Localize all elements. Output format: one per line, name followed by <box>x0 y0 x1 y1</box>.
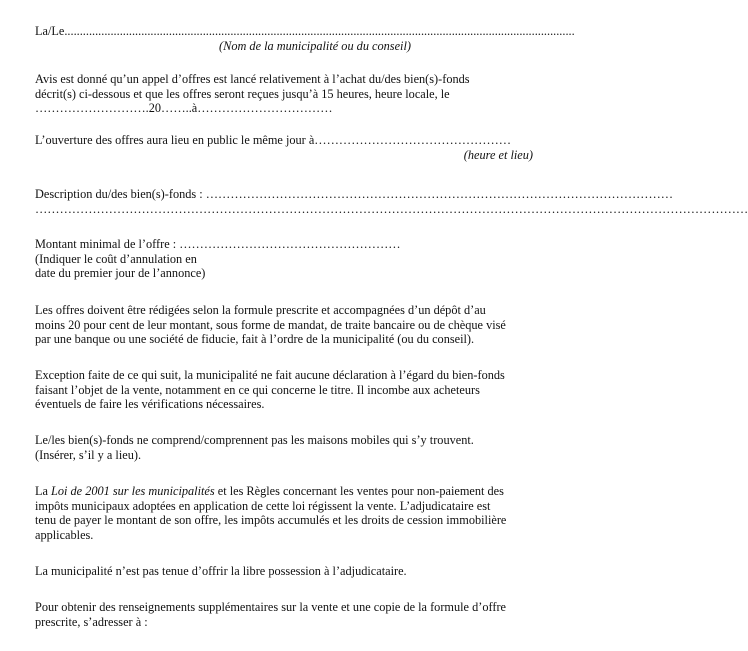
law-paragraph <box>35 484 595 542</box>
opening-caption: (heure et lieu) <box>463 147 533 162</box>
law-line: tenu de payer le montant de son offre, les impôts accumulés et les droits de cession immobilière <box>35 513 507 527</box>
exception-line: éventuels de faire les vérifications nécessaires. <box>35 397 265 411</box>
mobile-homes-line: (Insérer, s’il y a lieu). <box>35 447 142 462</box>
law-line: impôts municipaux adoptées en application de cette loi régissent la vente. L’adjudicataire est <box>35 498 491 513</box>
notice-line: décrit(s) ci-dessous et que les offres seront reçues jusqu’à 15 heures, heure locale, le <box>35 86 450 101</box>
contact-paragraph <box>35 600 595 629</box>
exception-line: faisant l’objet de la vente, notamment en ce qui concerne le titre. Il incombe aux acheteurs <box>35 382 480 397</box>
law-title: Loi de 2001 sur les municipalités <box>51 484 215 498</box>
opening-line: L’ouverture des offres aura lieu en public le même jour à………………………………………… <box>35 133 512 147</box>
offers-line: par une banque ou une société de fiducie, fait à l’ordre de la municipalité (ou du conseil). <box>35 332 475 346</box>
notice-paragraph <box>35 72 595 116</box>
notice-line: Avis est donné qu’un appel d’offres est lancé relativement à l’achat du/des bien(s)-fonds <box>35 72 470 86</box>
mobile-homes-paragraph <box>35 433 595 462</box>
municipality-line: La/Le...................................................................................................................................................................... <box>35 24 575 38</box>
law-line: applicables. <box>35 527 94 542</box>
minimum-offer-line: (Indiquer le coût d’annulation en <box>35 251 197 266</box>
contact-line: prescrite, s’adresser à : <box>35 614 148 629</box>
minimum-offer-paragraph <box>35 237 595 281</box>
offers-paragraph <box>35 303 595 347</box>
law-first-line <box>35 484 595 499</box>
description-line: Description du/des bien(s)-fonds : …………………………………………………………………………………………………… <box>35 187 674 201</box>
description-line: ………………………………………………………………………………………………………………………………………………………… <box>35 201 748 216</box>
exception-paragraph <box>35 368 595 412</box>
notice-line: ……………………….20……..à…………………………… <box>35 101 333 115</box>
offers-line: Les offres doivent être rédigées selon la formule prescrite et accompagnées d’un dépôt d’au <box>35 303 486 317</box>
minimum-offer-line: Montant minimal de l’offre : ……………………………………………… <box>35 237 401 251</box>
municipality-caption: (Nom de la municipalité ou du conseil) <box>219 38 411 53</box>
offers-line: moins 20 pour cent de leur montant, sous forme de mandat, de traite bancaire ou de chèque visé <box>35 317 506 332</box>
mobile-homes-line: Le/les bien(s)-fonds ne comprend/comprennent pas les maisons mobiles qui s’y trouvent. <box>35 433 474 447</box>
possession-line: La municipalité n’est pas tenue d’offrir la libre possession à l’adjudicataire. <box>35 564 407 578</box>
description-paragraph <box>35 187 748 216</box>
law-rest: et les Règles concernant les ventes pour non-paiement des <box>214 484 504 498</box>
possession-paragraph <box>35 564 595 579</box>
municipality-header <box>35 24 595 53</box>
contact-line: Pour obtenir des renseignements supplémentaires sur la vente et une copie de la formule d’offre <box>35 600 506 614</box>
minimum-offer-line: date du premier jour de l’annonce) <box>35 266 206 280</box>
law-prefix: La <box>35 484 52 498</box>
opening-paragraph <box>35 133 595 162</box>
exception-line: Exception faite de ce qui suit, la municipalité ne fait aucune déclaration à l’égard du bien-fonds <box>35 368 505 382</box>
